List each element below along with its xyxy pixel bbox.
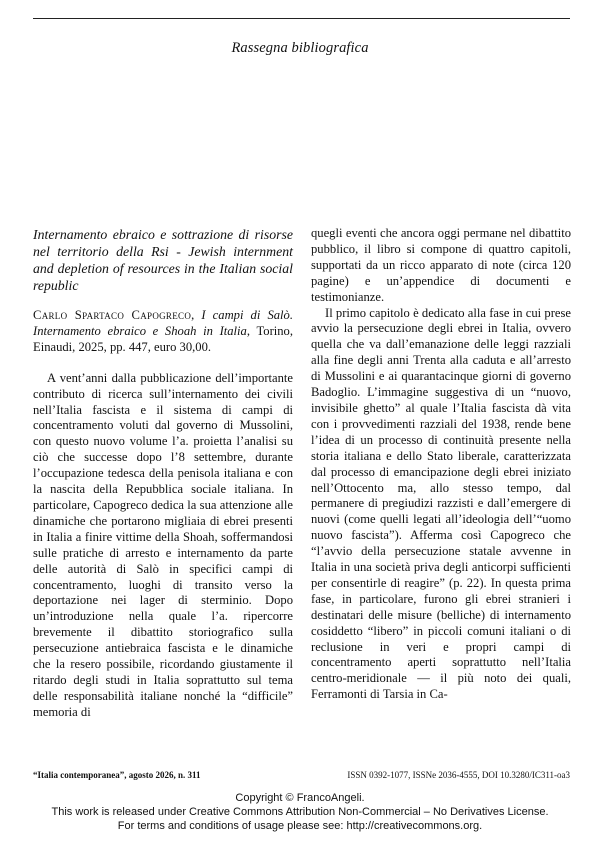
- copyright-line: Copyright © FrancoAngeli.: [235, 792, 365, 804]
- header-rule: [33, 18, 570, 19]
- book-author: Carlo Spartaco Capogreco: [33, 308, 192, 322]
- book-details: , Torino, Einaudi, 2025, pp. 447, euro 30,00.: [33, 323, 293, 354]
- book-reference: [33, 308, 293, 356]
- license-line: This work is released under Creative Commons Attribution Non-Commercial – No Derivatives License.: [51, 805, 549, 818]
- left-column: [33, 226, 293, 721]
- running-head: Rassegna bibliografica: [231, 40, 369, 56]
- book-title: I campi di Salò. Internamento ebraico e Shoah in Italia: [33, 308, 293, 338]
- license-notice: [0, 792, 600, 833]
- journal-footer: “Italia contemporanea”, agosto 2026, n. 311: [33, 770, 201, 780]
- body-paragraph-1: A vent’anni dalla pubblicazione dell’importante contributo di ricerca sull’internamento dei civili nell’Italia fascista e il sistema di campi di concentramento voluti dal governo di Mussolini, con questo nuovo volume l’a. proietta l’analisi su ciò che successe dopo l’8 settembre, durante l’occupazione tedesca della penisola italiana e con la nascita della Repubblica sociale italiana. In particolare, Capogreco dedica la sua attenzione alle dinamiche che portarono migliaia di ebrei presenti in Italia a finire vittime della Shoah, soffermandosi sulle pratiche di arresto e internamento da parte delle autorità di Salò in specifici campi di concentramento, luoghi di transito verso la deportazione nei lager di sterminio. Dopo un’introduzione nella quale l’a. ripercorre brevemente il dibattito storiografico sulla persecuzione antiebraica fascista e le dinamiche che la resero possibile, ricordando giustamente il ritardo degli studi in Italia soprattutto sul tema delle responsabilità italiane nonché la “difficile” memoria di: [33, 370, 293, 719]
- terms-line: For terms and conditions of usage please see: http://creativecommons.org.: [117, 819, 483, 832]
- reference-separator: ,: [191, 308, 202, 322]
- body-paragraph-3: Il primo capitolo è dedicato alla fase in cui prese avvio la persecuzione degli ebrei in Italia, ovvero quella che va dall’emanazione delle leggi razziali alla fine degli anni Trenta alla caduta e all’arresto di Mussolini e ai quarantacinque giorni di governo Badoglio. L’immagine suggestiva di un “nuovo, invisibile ghetto” al quale l’Italia fascista dà vita con i provvedimenti razziali del 1938, rende bene l’idea di un processo di continuità presente nella storia italiana e dello Stato liberale, caratterizzata dal processo di emancipazione degli ebrei iniziato nell’Ottocento ma, allo stesso tempo, dal permanere di pregiudizi razzisti e dall’emergere di nuovi (come quelli legati all’ideologia dell’“uomo nuovo fascista”). Afferma così Capogreco che “l’avvio della persecuzione statale avvenne in Italia in una società priva degli anticorpi sufficienti per consentirle di reagire” (p. 22). In questa prima fase, in particolare, furono gli ebrei stranieri i destinatari delle misure (belliche) di internamento cosiddetto “libero” in piccoli comuni italiani o di reclusione in veri e propri campi di concentramento aperti soprattutto nell’Italia centro-meridionale — il più noto dei quali, Ferramonti di Tarsia in Ca-: [311, 305, 571, 702]
- right-column: [311, 226, 571, 703]
- article-title: Internamento ebraico e sottrazione di risorse nel territorio della Rsi - Jewish internment and depletion of resources in the Italian social republic: [33, 227, 293, 293]
- body-paragraph-2: quegli eventi che ancora oggi permane nel dibattito pubblico, il libro si compone di quattro capitoli, supportati da un ricco apparato di note (circa 120 pagine) e un’appendice di documenti e testimonianze.: [311, 226, 571, 304]
- issn-doi-footer: ISSN 0392-1077, ISSNe 2036-4555, DOI 10.3280/IC311-oa3: [347, 770, 570, 780]
